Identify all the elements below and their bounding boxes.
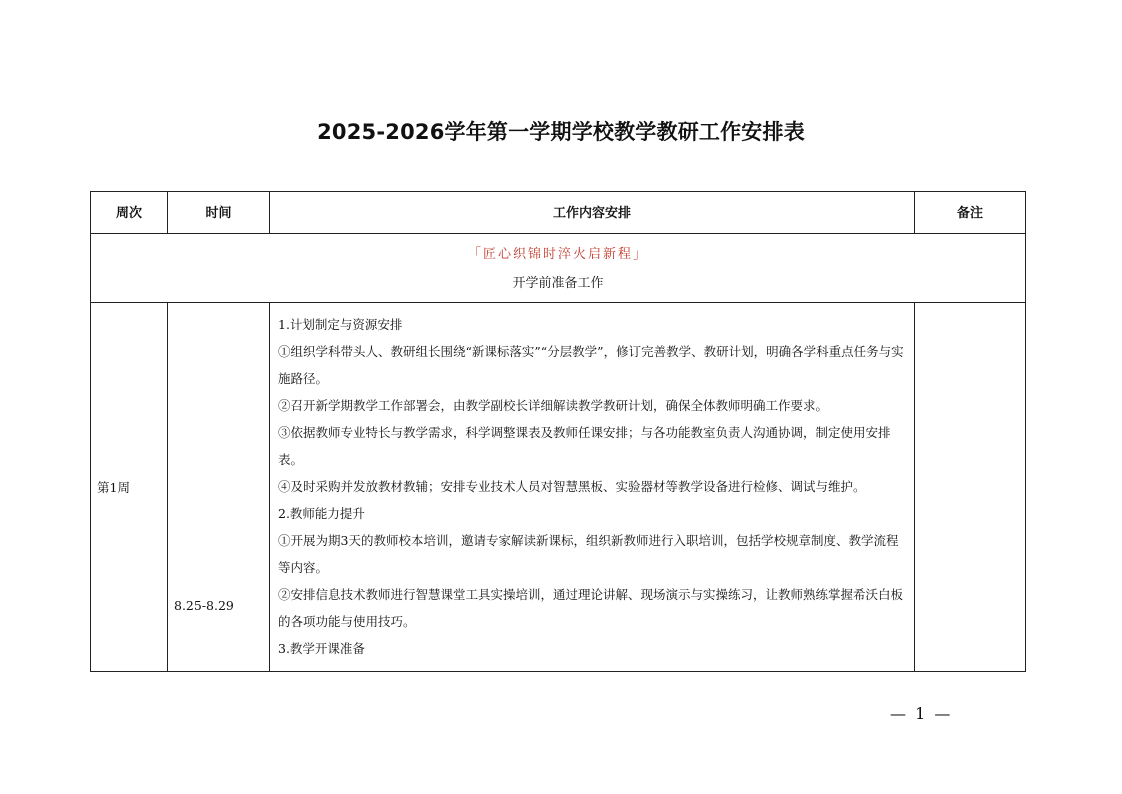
schedule-table	[90, 191, 1026, 672]
content-line: ②召开新学期教学工作部署会，由教学副校长详细解读教学教研计划，确保全体教师明确工作要求。	[278, 398, 829, 413]
page-number: — 1 —	[890, 704, 953, 723]
content-line: 2.教师能力提升	[278, 506, 365, 521]
content-line: ③依据教师专业特长与教学需求，科学调整课表及教师任课安排；与各功能教室负责人沟通协调，制定使用安排表。	[278, 425, 891, 467]
content-cell	[270, 303, 915, 672]
week-cell: 第1周	[91, 303, 168, 672]
table-header-row	[91, 192, 1026, 234]
header-content: 工作内容安排	[270, 192, 915, 234]
content-line: ②安排信息技术教师进行智慧课堂工具实操培训，通过理论讲解、现场演示与实操练习，让教师熟练掌握希沃白板的各项功能与使用技巧。	[278, 587, 904, 629]
banner-slogan: 「匠心织锦时淬火启新程」	[467, 247, 648, 262]
content-line: ④及时采购并发放教材教辅；安排专业技术人员对智慧黑板、实验器材等教学设备进行检修、调试与维护。	[278, 479, 866, 494]
content-line: ①组织学科带头人、教研组长围绕“新课标落实”“分层教学”，修订完善教学、教研计划，明确各学科重点任务与实施路径。	[278, 344, 904, 386]
banner-subtitle: 开学前准备工作	[512, 276, 604, 291]
table-row	[91, 303, 1026, 672]
banner-row	[91, 234, 1026, 303]
banner-cell	[91, 234, 1026, 303]
time-cell: 8.25-8.29	[168, 303, 270, 672]
content-line: 1.计划制定与资源安排	[278, 317, 403, 332]
remarks-cell	[915, 303, 1026, 672]
content-line: ①开展为期3天的教师校本培训，邀请专家解读新课标，组织新教师进行入职培训，包括学校规章制度、教学流程等内容。	[278, 533, 899, 575]
document-title: 2025-2026学年第一学期学校教学教研工作安排表	[317, 120, 805, 144]
header-remarks: 备注	[915, 192, 1026, 234]
header-week: 周次	[91, 192, 168, 234]
header-time: 时间	[168, 192, 270, 234]
content-line: 3.教学开课准备	[278, 641, 365, 656]
